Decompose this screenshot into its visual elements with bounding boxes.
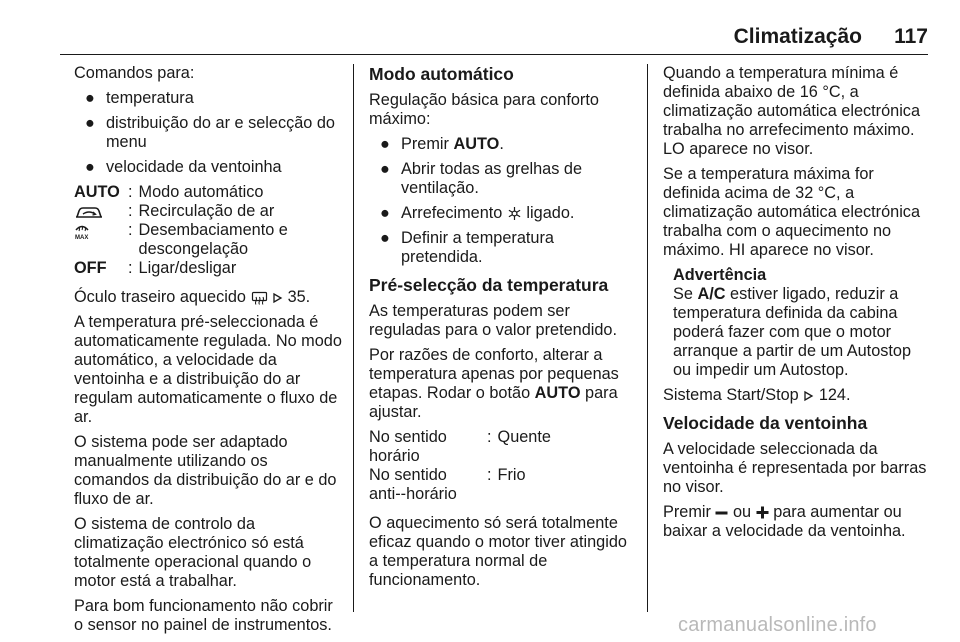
list-item: ● Premir AUTO. <box>380 135 504 153</box>
bullet-icon: ● <box>380 229 390 247</box>
paragraph: As temperaturas podem ser reguladas para o valor pretendido. <box>369 302 618 339</box>
page-reference-arrow-icon <box>803 390 814 402</box>
column-middle <box>369 64 635 596</box>
paragraph: Regulação básica para conforto máximo: <box>369 91 599 128</box>
watermark: carmanualsonline.info <box>678 614 877 636</box>
list-item: ● temperatura <box>85 89 194 107</box>
paragraph: Quando a temperatura mínima é definida abaixo de 16 °C, a climatização automática electrónica trabalha no arrefecimento máximo. LO aparece no visor. <box>663 64 921 158</box>
table-row: No sentido anti--horário : Frio <box>369 466 526 503</box>
snowflake-icon <box>507 206 522 221</box>
paragraph: Se a temperatura máxima for definida acima de 32 °C, a climatização automática electrónica trabalha com o aquecimento no máximo. HI aparece no visor. <box>663 165 921 259</box>
table-row: OFF : Ligar/desligar <box>74 259 237 277</box>
page-header <box>60 27 928 55</box>
paragraph: A temperatura pré-seleccionada é automaticamente regulada. No modo automático, a velocidade da ventoinha e a distribuição do ar regulam automaticamente o fluxo de ar. <box>74 313 342 426</box>
svg-text:MAX: MAX <box>75 234 89 240</box>
bullet-icon: ● <box>85 114 95 132</box>
bullet-icon: ● <box>85 89 95 107</box>
list-item: ● Arrefecimento ligado. <box>380 204 575 222</box>
minus-icon <box>715 507 728 519</box>
warning-text: Se A/C estiver ligado, reduzir a temperatura definida da cabina poderá fazer com que o motor arranque a partir de um Autostop ou impedir um Autostop. <box>673 285 912 379</box>
list-item: ● velocidade da ventoinha <box>85 158 282 176</box>
off-key: OFF <box>74 259 107 277</box>
paragraph: O sistema pode ser adaptado manualmente utilizando os comandos da distribuição do ar e do fluxo de ar. <box>74 433 337 508</box>
table-row: MAX : Desembaciamento e descongelação <box>75 221 288 258</box>
paragraph: A velocidade seleccionada da ventoinha é representada por barras no visor. <box>663 440 927 496</box>
paragraph: Para bom funcionamento não cobrir o sensor no painel de instrumentos. <box>74 597 333 634</box>
page-reference-arrow-icon <box>272 292 283 304</box>
bullet-icon: ● <box>380 204 390 222</box>
bullet-icon: ● <box>380 160 390 178</box>
bullet-icon: ● <box>85 158 95 176</box>
startstop-ref: Sistema Start/Stop 124. <box>663 386 851 404</box>
paragraph: Por razões de conforto, alterar a temperatura apenas por pequenas etapas. Rodar o botão AUTO para ajustar. <box>369 346 619 421</box>
column-divider <box>647 64 648 612</box>
controls-intro: Comandos para: <box>74 64 195 82</box>
rear-window-ref: Óculo traseiro aquecido 35. <box>74 288 311 306</box>
rotation-table <box>369 428 551 504</box>
auto-key: AUTO <box>74 183 120 201</box>
heated-rear-window-icon <box>251 291 268 305</box>
defrost-max-icon <box>74 222 90 240</box>
column-right <box>663 64 931 547</box>
controls-bullet-list <box>74 89 342 177</box>
section-heading-fan-speed: Velocidade da ventoinha <box>663 413 868 433</box>
paragraph: Premir ou para aumentar ou baixar a velocidade da ventoinha. <box>663 503 906 540</box>
table-row: : Recirculação de ar <box>74 202 342 221</box>
list-item: ● Definir a temperatura pretendida. <box>380 229 554 266</box>
auto-mode-bullet-list <box>369 135 635 267</box>
column-left <box>74 64 342 641</box>
warning-title: Advertência <box>673 266 767 284</box>
list-item: ● Abrir todas as grelhas de ventilação. <box>380 160 583 197</box>
recirculation-icon <box>74 205 104 219</box>
table-row: No sentido horário : Quente <box>369 428 551 465</box>
bullet-icon: ● <box>380 135 390 153</box>
section-heading-auto-mode: Modo automático <box>369 64 514 84</box>
plus-icon <box>756 506 769 519</box>
page-number: 117 <box>894 25 928 48</box>
paragraph: O sistema de controlo da climatização electrónico só está totalmente operacional quando o motor está a trabalhar. <box>74 515 312 590</box>
table-row: AUTO : Modo automático <box>74 183 264 201</box>
controls-table <box>74 183 342 278</box>
list-item: ● distribuição do ar e selecção do menu <box>85 114 335 151</box>
column-divider <box>353 64 354 612</box>
warning-box <box>663 266 931 380</box>
paragraph: O aquecimento só será totalmente eficaz quando o motor tiver atingido a temperatura normal de funcionamento. <box>369 514 627 589</box>
section-heading-temperature-preselection: Pré-selecção da temperatura <box>369 275 609 295</box>
chapter-title: Climatização <box>733 25 862 48</box>
